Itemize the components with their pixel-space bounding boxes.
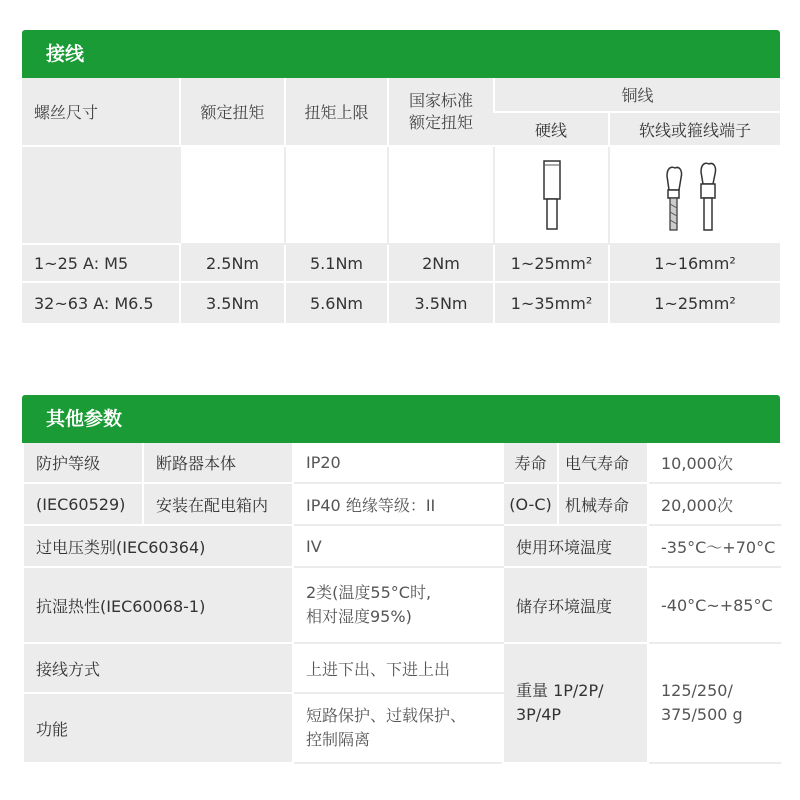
header-national-line2: 额定扭矩	[408, 112, 473, 132]
icon-row-blank	[388, 146, 494, 244]
wiring-panel	[22, 30, 780, 325]
icon-row-blank	[22, 146, 180, 244]
row2-hard: 1~35mm²	[494, 282, 609, 324]
soft-wire-cell	[609, 146, 780, 244]
mechanical-life-label: 机械寿命	[558, 483, 648, 525]
row2-rated: 3.5Nm	[180, 282, 285, 324]
header-national-torque	[388, 78, 494, 146]
weight-label-line2: 3P/4P	[516, 705, 562, 724]
use-temp-value: -35°C～+70°C	[648, 525, 781, 567]
header-torque-limit: 扭矩上限	[285, 78, 388, 146]
humid-value	[293, 567, 503, 643]
store-temp-label: 储存环境温度	[503, 567, 648, 643]
electrical-life-value: 10,000次	[648, 443, 781, 483]
breaker-body-value: IP20	[293, 443, 503, 483]
row2-soft: 1~25mm²	[609, 282, 780, 324]
electrical-life-label: 电气寿命	[558, 443, 648, 483]
wiring-mode-label: 接线方式	[23, 643, 293, 693]
row2-limit: 5.6Nm	[285, 282, 388, 324]
row2-size: 32~63 A: M6.5	[22, 282, 180, 324]
breaker-body-label: 断路器本体	[143, 443, 293, 483]
header-hard-wire: 硬线	[494, 112, 609, 146]
protection-label: 防护等级	[23, 443, 143, 483]
weight-label	[503, 643, 648, 763]
overvoltage-label: 过电压类别(IEC60364)	[23, 525, 293, 567]
table-row	[22, 282, 780, 324]
row2-national: 3.5Nm	[388, 282, 494, 324]
overvoltage-value: IV	[293, 525, 503, 567]
protection-standard: (IEC60529)	[23, 483, 143, 525]
other-params-title: 其他参数	[22, 395, 780, 443]
table-row	[22, 244, 780, 282]
header-screw-size: 螺丝尺寸	[22, 78, 180, 146]
wiring-mode-value: 上进下出、下进上出	[293, 643, 503, 693]
icon-row-blank	[180, 146, 285, 244]
weight-value-line2: 375/500 g	[661, 705, 743, 724]
use-temp-label: 使用环境温度	[503, 525, 648, 567]
other-params-table	[22, 443, 781, 764]
row1-limit: 5.1Nm	[285, 244, 388, 282]
function-value-line1: 短路保护、过载保护、	[306, 706, 467, 725]
humid-value-line1: 2类(温度55°C时,	[306, 583, 432, 602]
weight-value	[648, 643, 781, 763]
wiring-table	[22, 78, 780, 325]
hard-wire-cell	[494, 146, 609, 244]
header-rated-torque: 额定扭矩	[180, 78, 285, 146]
row1-national: 2Nm	[388, 244, 494, 282]
humid-value-line2: 相对湿度95%)	[306, 607, 412, 626]
wiring-title: 接线	[22, 30, 780, 78]
header-soft-wire: 软线或箍线端子	[609, 112, 780, 146]
mechanical-life-value: 20,000次	[648, 483, 781, 525]
row1-rated: 2.5Nm	[180, 244, 285, 282]
humid-label: 抗湿热性(IEC60068-1)	[23, 567, 293, 643]
life-label: 寿命	[503, 443, 558, 483]
solid-wire-icon	[537, 155, 567, 235]
row1-hard: 1~25mm²	[494, 244, 609, 282]
life-standard: (O-C)	[503, 483, 558, 525]
weight-value-line1: 125/250/	[661, 681, 733, 700]
row1-soft: 1~16mm²	[609, 244, 780, 282]
weight-label-line1: 重量 1P/2P/	[516, 681, 604, 700]
in-box-value: IP40 绝缘等级：II	[293, 483, 503, 525]
function-value-line2: 控制隔离	[306, 730, 371, 749]
in-box-label: 安装在配电箱内	[143, 483, 293, 525]
other-params-panel	[22, 395, 780, 764]
row1-size: 1~25 A: M5	[22, 244, 180, 282]
header-national-line1: 国家标准	[408, 90, 473, 110]
function-value	[293, 693, 503, 763]
icon-row-blank	[285, 146, 388, 244]
store-temp-value: -40°C~+85°C	[648, 567, 781, 643]
stranded-wire-ferrule-icon	[655, 154, 735, 236]
function-label: 功能	[23, 693, 293, 763]
header-copper: 铜线	[494, 78, 780, 112]
